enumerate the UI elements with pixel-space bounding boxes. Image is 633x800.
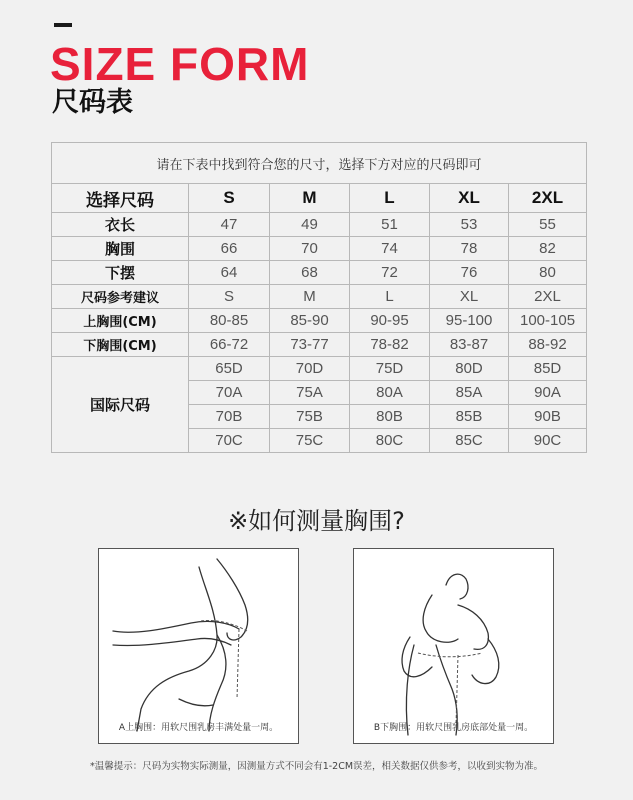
lower-bust-row xyxy=(52,333,587,357)
table-cell: 80-85 xyxy=(189,309,270,333)
table-cell: 73-77 xyxy=(270,333,350,357)
table-cell: 53 xyxy=(430,213,509,237)
table-cell: 80C xyxy=(350,429,430,453)
size-header: S xyxy=(189,184,270,213)
row-label: 下摆 xyxy=(52,261,189,285)
page-subtitle: 尺码表 xyxy=(52,87,133,118)
header-label: 选择尺码 xyxy=(52,184,189,213)
table-cell: 66-72 xyxy=(189,333,270,357)
table-cell: 65D xyxy=(189,357,270,381)
table-header-row xyxy=(52,184,587,213)
table-cell: 75D xyxy=(350,357,430,381)
table-cell: 85B xyxy=(430,405,509,429)
advice-row xyxy=(52,285,587,309)
table-row xyxy=(52,261,587,285)
table-cell: 82 xyxy=(509,237,587,261)
upper-bust-label: 上胸围(CM) xyxy=(52,309,189,333)
table-cell: 75A xyxy=(270,381,350,405)
table-cell: 80 xyxy=(509,261,587,285)
title-dash xyxy=(54,23,72,27)
table-cell: 90C xyxy=(509,429,587,453)
table-cell: 2XL xyxy=(509,285,587,309)
table-cell: 47 xyxy=(189,213,270,237)
size-table xyxy=(51,142,587,453)
intl-label: 国际尺码 xyxy=(52,357,189,453)
table-cell: 72 xyxy=(350,261,430,285)
table-cell: 76 xyxy=(430,261,509,285)
row-label: 胸围 xyxy=(52,237,189,261)
row-label: 衣长 xyxy=(52,213,189,237)
lower-bust-figure xyxy=(353,548,554,744)
size-header: L xyxy=(350,184,430,213)
table-cell: 75B xyxy=(270,405,350,429)
table-cell: 68 xyxy=(270,261,350,285)
table-cell: 51 xyxy=(350,213,430,237)
table-cell: 75C xyxy=(270,429,350,453)
table-row xyxy=(52,213,587,237)
table-cell: 90A xyxy=(509,381,587,405)
size-header: M xyxy=(270,184,350,213)
table-cell: M xyxy=(270,285,350,309)
table-cell: 100-105 xyxy=(509,309,587,333)
size-header: 2XL xyxy=(509,184,587,213)
table-cell: 70B xyxy=(189,405,270,429)
upper-bust-figure xyxy=(98,548,299,744)
size-header: XL xyxy=(430,184,509,213)
page-title: SIZE FORM xyxy=(50,38,310,90)
measure-heading: ※如何测量胸围? xyxy=(228,507,405,535)
table-cell: 85C xyxy=(430,429,509,453)
table-cell: 85A xyxy=(430,381,509,405)
table-cell: 74 xyxy=(350,237,430,261)
table-cell: 49 xyxy=(270,213,350,237)
table-cell: XL xyxy=(430,285,509,309)
table-cell: 95-100 xyxy=(430,309,509,333)
table-cell: 70C xyxy=(189,429,270,453)
table-cell: 80B xyxy=(350,405,430,429)
footer-note: *温馨提示：尺码为实物实际测量，因测量方式不同会有1-2CM误差，相关数据仅供参考，以收到实物为准。 xyxy=(89,761,544,772)
table-cell: 70D xyxy=(270,357,350,381)
table-row xyxy=(52,237,587,261)
upper-bust-caption: A上胸围：用软尺围乳房丰满处量一周。 xyxy=(118,723,279,733)
table-cell: S xyxy=(189,285,270,309)
table-cell: 64 xyxy=(189,261,270,285)
table-cell: 70A xyxy=(189,381,270,405)
table-cell: 90-95 xyxy=(350,309,430,333)
table-cell: 70 xyxy=(270,237,350,261)
table-cell: 83-87 xyxy=(430,333,509,357)
lower-bust-illustration xyxy=(354,549,553,743)
lower-bust-label: 下胸围(CM) xyxy=(52,333,189,357)
table-cell: 80D xyxy=(430,357,509,381)
table-cell: 88-92 xyxy=(509,333,587,357)
advice-label: 尺码参考建议 xyxy=(52,285,189,309)
table-cell: 78 xyxy=(430,237,509,261)
table-cell: 85D xyxy=(509,357,587,381)
upper-bust-row xyxy=(52,309,587,333)
table-cell: 90B xyxy=(509,405,587,429)
table-cell: 78-82 xyxy=(350,333,430,357)
table-cell: L xyxy=(350,285,430,309)
table-cell: 66 xyxy=(189,237,270,261)
table-cell: 55 xyxy=(509,213,587,237)
intl-row xyxy=(52,357,587,381)
lower-bust-caption: B下胸围：用软尺围乳房底部处量一周。 xyxy=(373,723,534,733)
table-cell: 85-90 xyxy=(270,309,350,333)
table-note: 请在下表中找到符合您的尺寸，选择下方对应的尺码即可 xyxy=(52,143,587,184)
table-cell: 80A xyxy=(350,381,430,405)
upper-bust-illustration xyxy=(99,549,298,743)
